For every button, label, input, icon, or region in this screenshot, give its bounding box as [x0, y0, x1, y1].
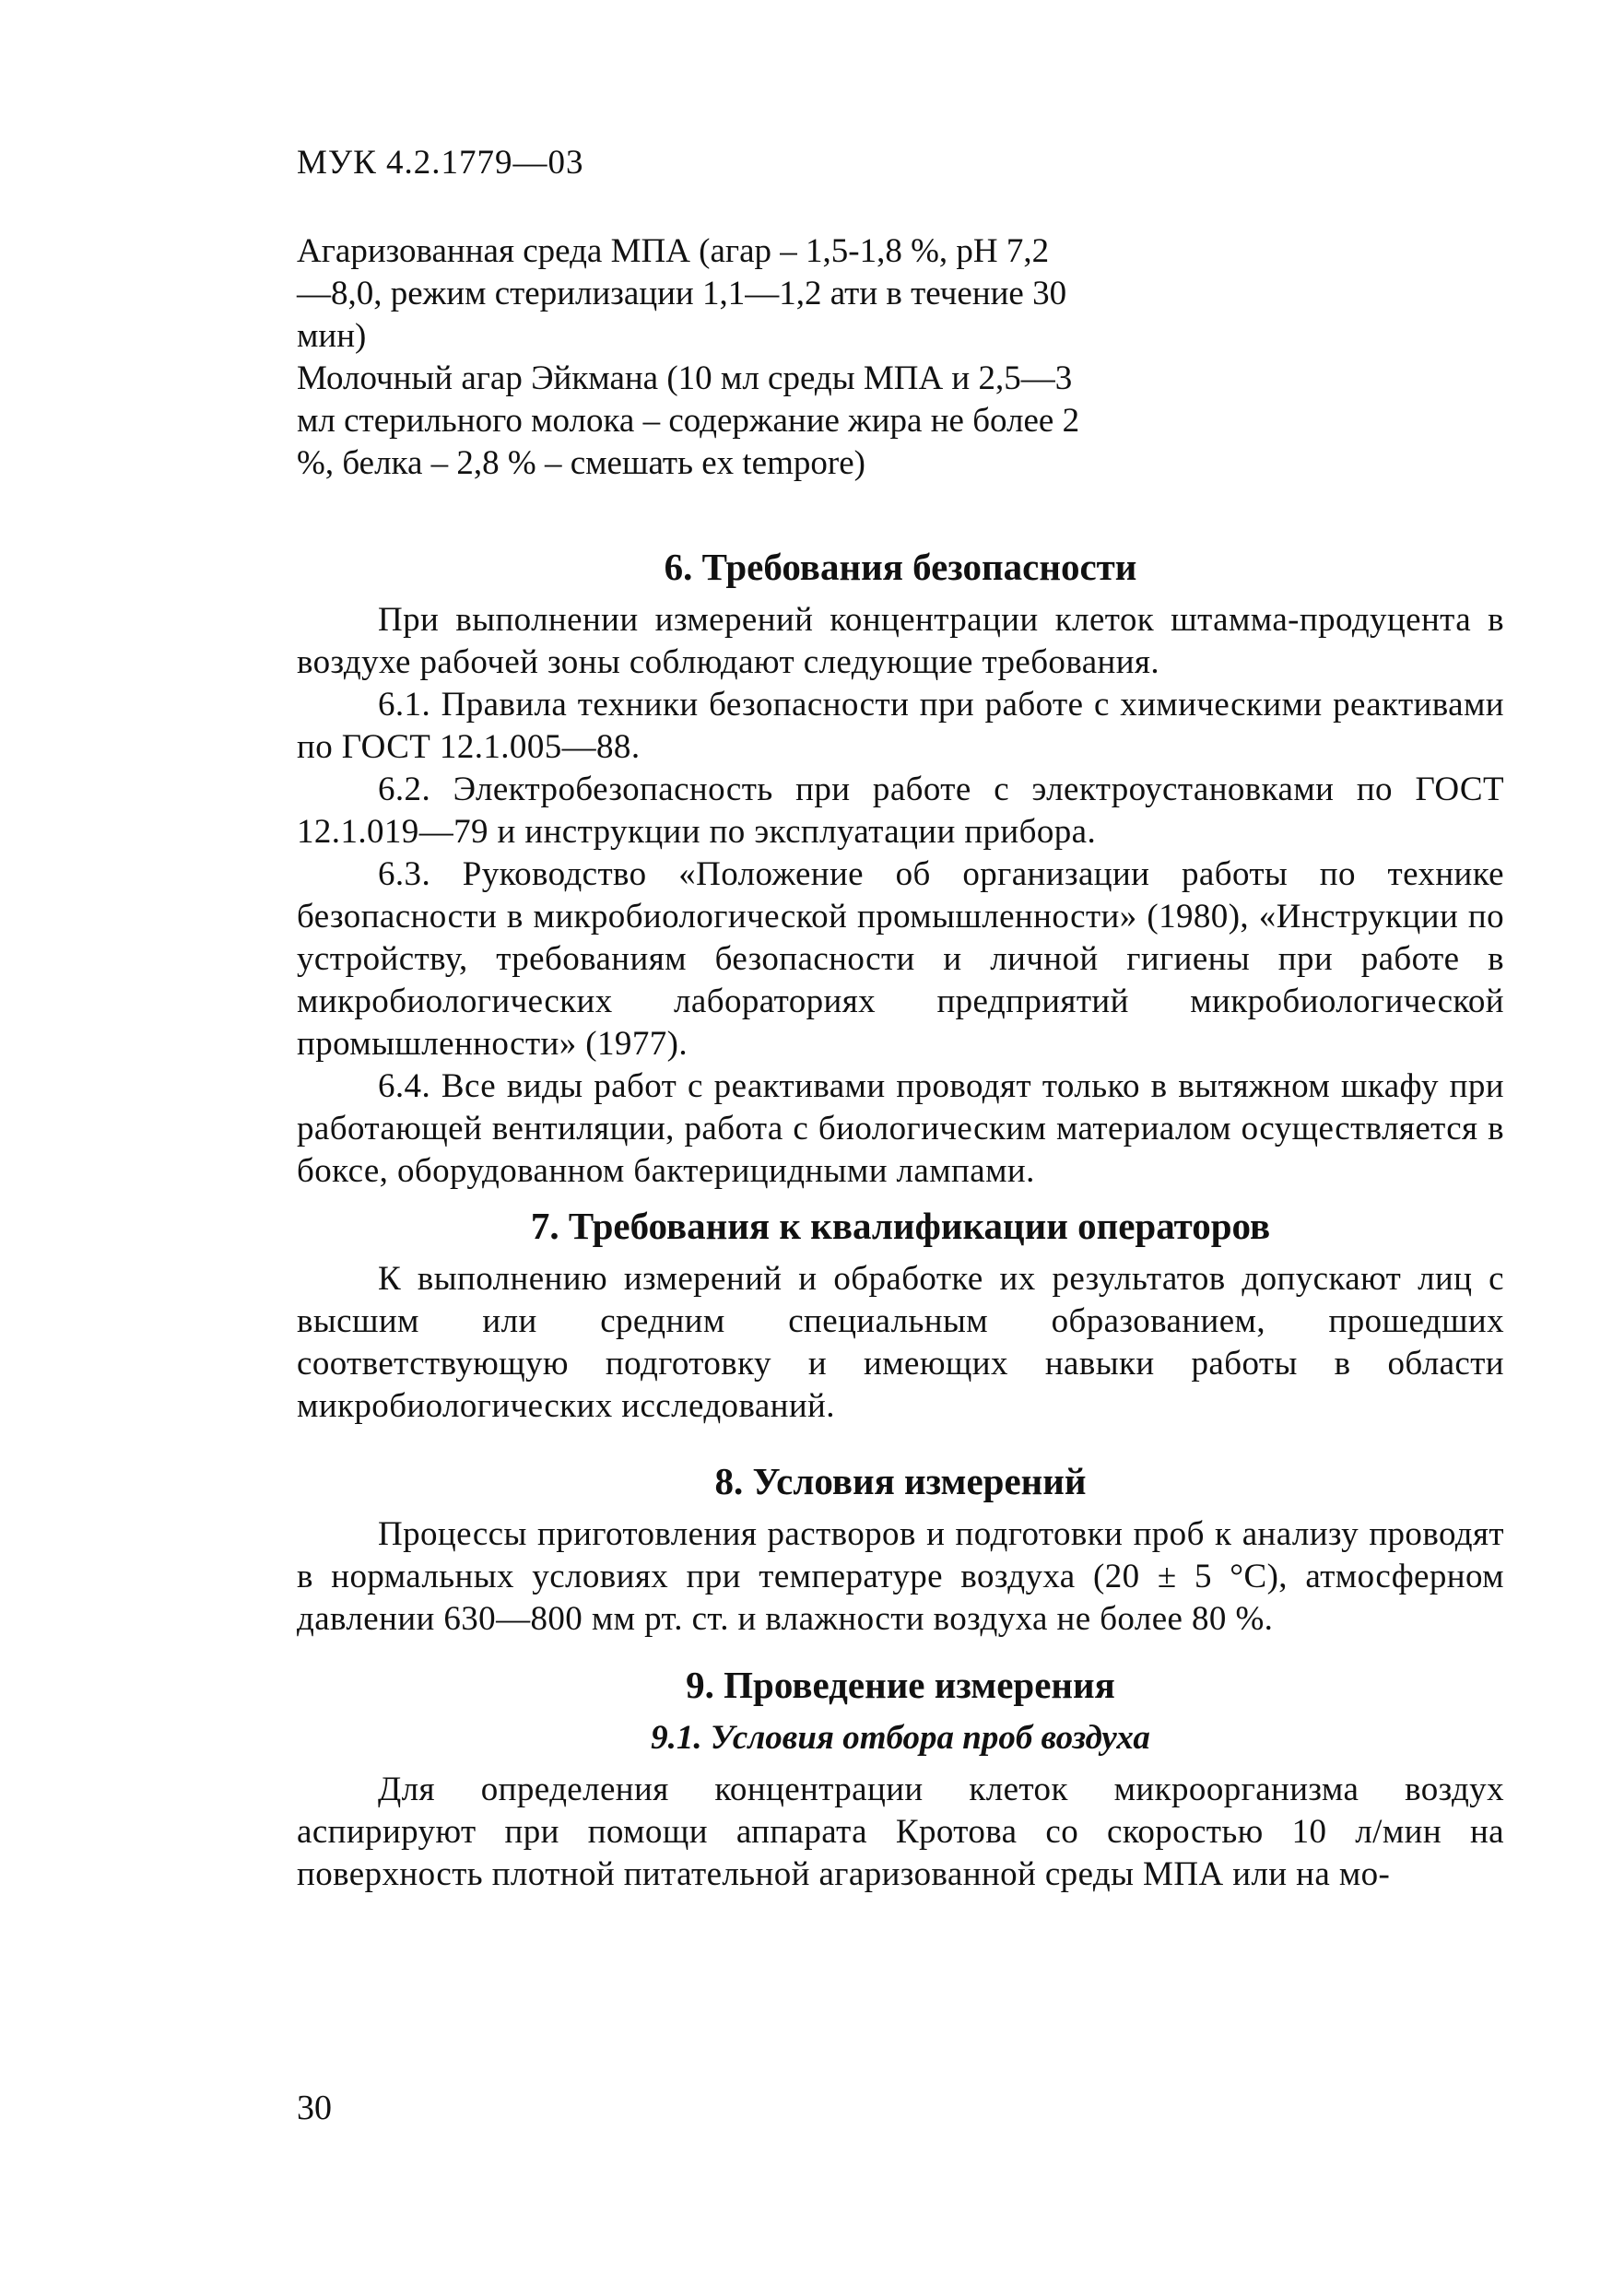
section-conditions: [297, 1458, 1504, 1641]
section-9-paragraph: Для определения концентрации клеток микроорганизма воздух аспирируют при помощи аппарата Кротова со скоростью 10 л/мин на поверхность плотной питательной агаризованной среды МПА или на мо-: [297, 1771, 1504, 1893]
section-6-item-1: 6.1. Правила техники безопасности при работе с химическими реактивами по ГОСТ 12.1.005—88.: [297, 686, 1504, 766]
section-6-item-4: 6.4. Все виды работ с реактивами проводят только в вытяжном шкафу при работающей вентиляции, работа с биологическим материалом осуществляется в боксе, оборудованном бактерицидными лампами.: [297, 1067, 1504, 1190]
section-8-paragraph: Процессы приготовления растворов и подготовки проб к анализу проводят в нормальных условиях при температуре воздуха (20 ± 5 °С), атмосферном давлении 630—800 мм рт. ст. и влажности воздуха не более 80 %.: [297, 1515, 1504, 1638]
page-number: 30: [297, 2089, 332, 2127]
material-item-eikman-agar: Молочный агар Эйкмана (10 мл среды МПА и 2,5—3 мл стерильного молока – содержание жира не более 2 %, белка – 2,8 % – смешать ex tempore): [297, 359, 1080, 482]
document-id-header: МУК 4.2.1779—03: [297, 144, 584, 182]
section-safety: [297, 544, 1504, 1193]
materials-list: [297, 230, 1080, 485]
section-6-item-2: 6.2. Электробезопасность при работе с электроустановками по ГОСТ 12.1.019—79 и инструкции по эксплуатации прибора.: [297, 771, 1504, 851]
material-item-mpa: Агаризованная среда МПА (агар – 1,5-1,8 %, pH 7,2—8,0, режим стерилизации 1,1—1,2 ати в течение 30 мин): [297, 232, 1067, 355]
section-6-item-3: 6.3. Руководство «Положение об организации работы по технике безопасности в микробиологической промышленности» (1980), «Инструкции по устройству, требованиям безопасности и личной гигиены при работе в микробиологических лабораториях предприятий микробиологической промышленности» (1977).: [297, 855, 1504, 1063]
section-6-intro: При выполнении измерений концентрации клеток штамма-продуцента в воздухе рабочей зоны соблюдают следующие требования.: [297, 601, 1504, 681]
section-8-title: 8. Условия измерений: [714, 1460, 1087, 1502]
section-measurement: [297, 1662, 1504, 1896]
section-qualification: [297, 1203, 1504, 1428]
section-7-title: 7. Требования к квалификации операторов: [530, 1205, 1271, 1247]
section-7-paragraph: К выполнению измерений и обработке их результатов допускают лиц с высшим или средним специальным образованием, прошедших соответствующую подготовку и имеющих навыки работы в области микробиологических исследований.: [297, 1260, 1504, 1425]
section-6-title: 6. Требования безопасности: [664, 546, 1137, 588]
section-9-1-subtitle: 9.1. Условия отбора проб воздуха: [651, 1719, 1150, 1757]
section-9-title: 9. Проведение измерения: [686, 1664, 1115, 1706]
